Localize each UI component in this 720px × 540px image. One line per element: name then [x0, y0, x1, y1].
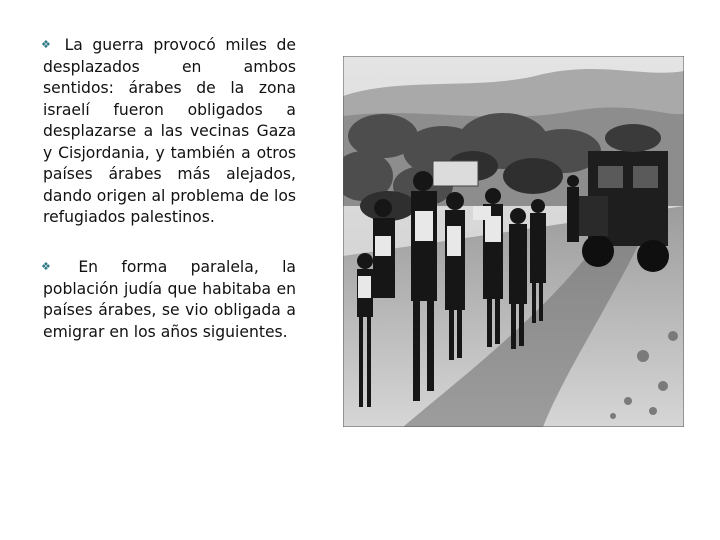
diamond-bullet-icon: ❖ — [41, 38, 51, 51]
paragraph-2-text: En forma paralela, la población judía que habitaba en países árabes, se vio obligada a emigrar en los años siguientes. — [43, 258, 296, 341]
paragraph-jewish-emigration — [43, 256, 296, 343]
paragraph-1-text: La guerra provocó miles de desplazados en ambos sentidos: árabes de la zona israelí fueron obligados a desplazarse a las vecinas Gaza y Cisjordania, y también a otros países árabes más alejados, dando origen al problema de los refugiados palestinos. — [43, 36, 296, 226]
refugees-photo — [343, 56, 684, 427]
refugees-photo-drawing — [343, 56, 684, 427]
diamond-bullet-icon: ❖ — [41, 260, 51, 273]
paragraph-refugees — [43, 34, 296, 229]
